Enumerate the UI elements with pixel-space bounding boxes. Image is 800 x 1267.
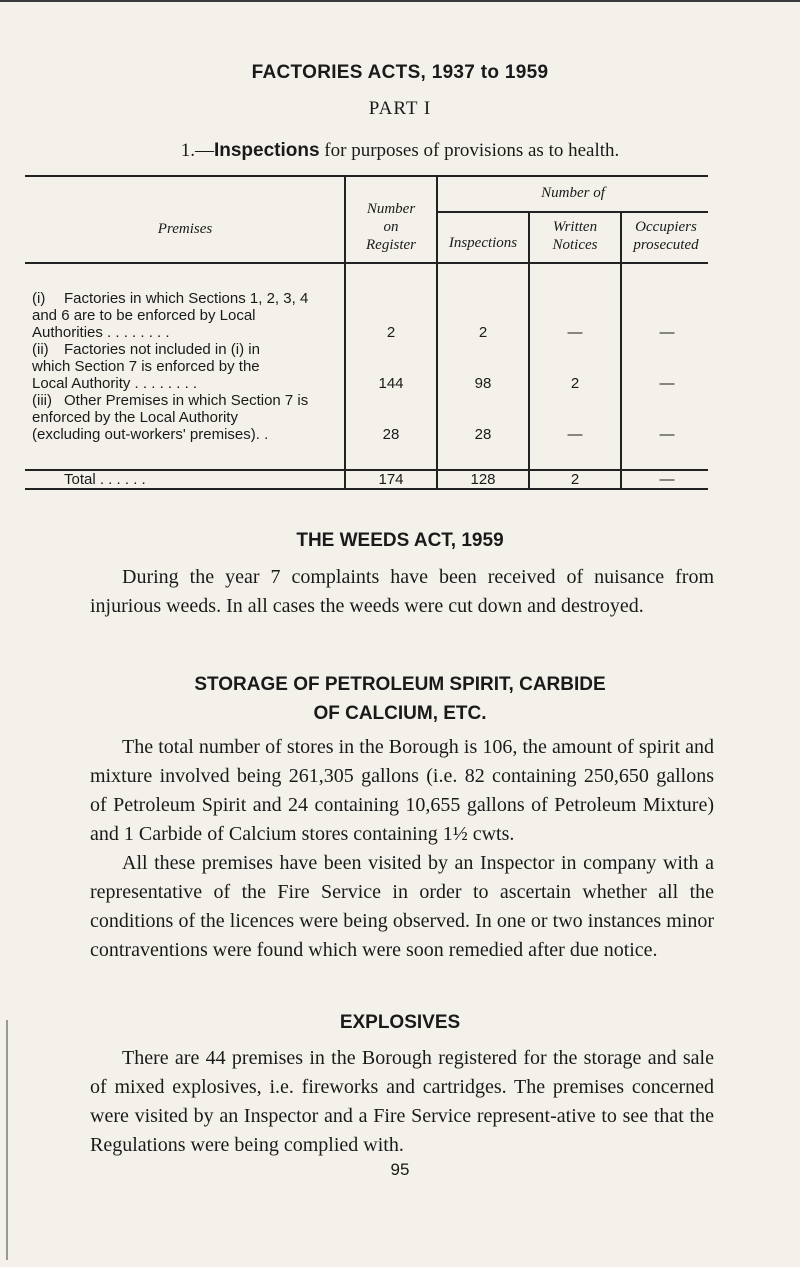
section-rest: for purposes of provisions as to health. [319, 140, 620, 161]
table-bottom-rule [25, 488, 708, 490]
row-line: (excluding out-workers' premises). . [32, 426, 269, 443]
row-line: Factories in which Sections 1, 2, 3, 4 [64, 290, 309, 307]
cell-prosecuted: — [659, 324, 675, 341]
petroleum-title-line1: STORAGE OF PETROLEUM SPIRIT, CARBIDE [194, 674, 606, 695]
number-of-rule [436, 211, 708, 213]
cell-notices: 2 [570, 375, 580, 392]
row-line: Local Authority . . . . . . . . [32, 375, 198, 392]
cell-notices: — [567, 324, 583, 341]
petroleum-text-1: The total number of stores in the Borough is 106, the amount of spirit and mixture involved being 261,305 gallons (i.e. 82 containing 250,650 gallons of Petroleum Spirit and 24 containing 10,655 gallons of Petroleum Mixture) and 1 Carbide of Calcium stores containing 1½ cwts. [90, 736, 714, 845]
row-line: Authorities . . . . . . . . [32, 324, 170, 341]
explosives-title: EXPLOSIVES [339, 1012, 461, 1033]
page-left-shadow [6, 1020, 8, 1260]
cell-register: 28 [382, 426, 400, 443]
petroleum-title-line2: OF CALCIUM, ETC. [313, 703, 487, 724]
cell-inspections: 28 [474, 426, 492, 443]
table-top-rule [25, 175, 708, 177]
row-line: which Section 7 is enforced by the [32, 358, 260, 375]
cell-register: 2 [386, 324, 396, 341]
cell-register: 144 [378, 375, 404, 392]
row-number: (ii) [32, 341, 49, 358]
col-header-number-of: Number of [541, 185, 605, 201]
col-header-written-notices [530, 218, 620, 254]
cell-total-register: 174 [378, 471, 404, 488]
cell-inspections: 98 [474, 375, 492, 392]
main-title: FACTORIES ACTS, 1937 to 1959 [251, 62, 549, 83]
col-header-register-3: Register [366, 237, 416, 253]
cell-total-inspections: 128 [470, 471, 496, 488]
col-header-prosecuted-2: prosecuted [633, 237, 699, 253]
col-header-prosecuted-1: Occupiers [635, 219, 697, 235]
col-header-inspections: Inspections [448, 235, 518, 251]
cell-inspections: 2 [478, 324, 488, 341]
col-header-notices-2: Notices [552, 237, 598, 253]
cell-prosecuted: — [659, 375, 675, 392]
col-header-register-2: on [383, 219, 399, 235]
petroleum-title [0, 670, 800, 728]
weeds-title: THE WEEDS ACT, 1959 [296, 530, 504, 551]
col-header-premises: Premises [157, 221, 213, 237]
section-number: 1.— [180, 140, 214, 161]
row-line: Other Premises in which Section 7 is [64, 392, 309, 409]
total-label: Total . . . . . . [64, 471, 146, 488]
explosives-text: There are 44 premises in the Borough registered for the storage and sale of mixed explosives, i.e. fireworks and cartridges. The premises concerned were visited by an Inspector and a Fire Service represent-ative to see that the Regulations were being complied with. [90, 1047, 714, 1156]
row-number: (i) [32, 290, 46, 307]
row-line: and 6 are to be enforced by Local [32, 307, 256, 324]
weeds-text: During the year 7 complaints have been received of nuisance from injurious weeds. In all cases the weeds were cut down and destroyed. [90, 566, 714, 617]
cell-total-notices: 2 [570, 471, 580, 488]
inspections-table [0, 0, 800, 500]
cell-total-prosecuted: — [659, 471, 675, 488]
cell-notices: — [567, 426, 583, 443]
part-title: PART I [368, 98, 432, 119]
cell-prosecuted: — [659, 426, 675, 443]
col-header-register-1: Number [366, 201, 416, 217]
row-line: enforced by the Local Authority [32, 409, 238, 426]
row-number: (iii) [32, 392, 52, 409]
table-row-label [32, 392, 342, 443]
row-line: Factories not included in (i) in [64, 341, 260, 358]
explosives-paragraph [90, 1044, 714, 1160]
petroleum-paragraphs [90, 733, 714, 965]
table-row-label [32, 290, 342, 341]
page-number: 95 [390, 1160, 410, 1179]
weeds-paragraph [90, 563, 714, 621]
col-header-notices-1: Written [552, 219, 598, 235]
table-row-label [32, 341, 342, 392]
col-header-prosecuted [622, 218, 710, 254]
col-header-register [346, 200, 436, 254]
petroleum-text-2: All these premises have been visited by an Inspector in company with a representative of the Fire Service in order to ascertain whether all the conditions of the licences were being observed. In one or two instances minor contraventions were found which were soon remedied after due notice. [90, 852, 714, 961]
header-bottom-rule [25, 262, 708, 264]
section-bold: Inspections [213, 140, 320, 161]
